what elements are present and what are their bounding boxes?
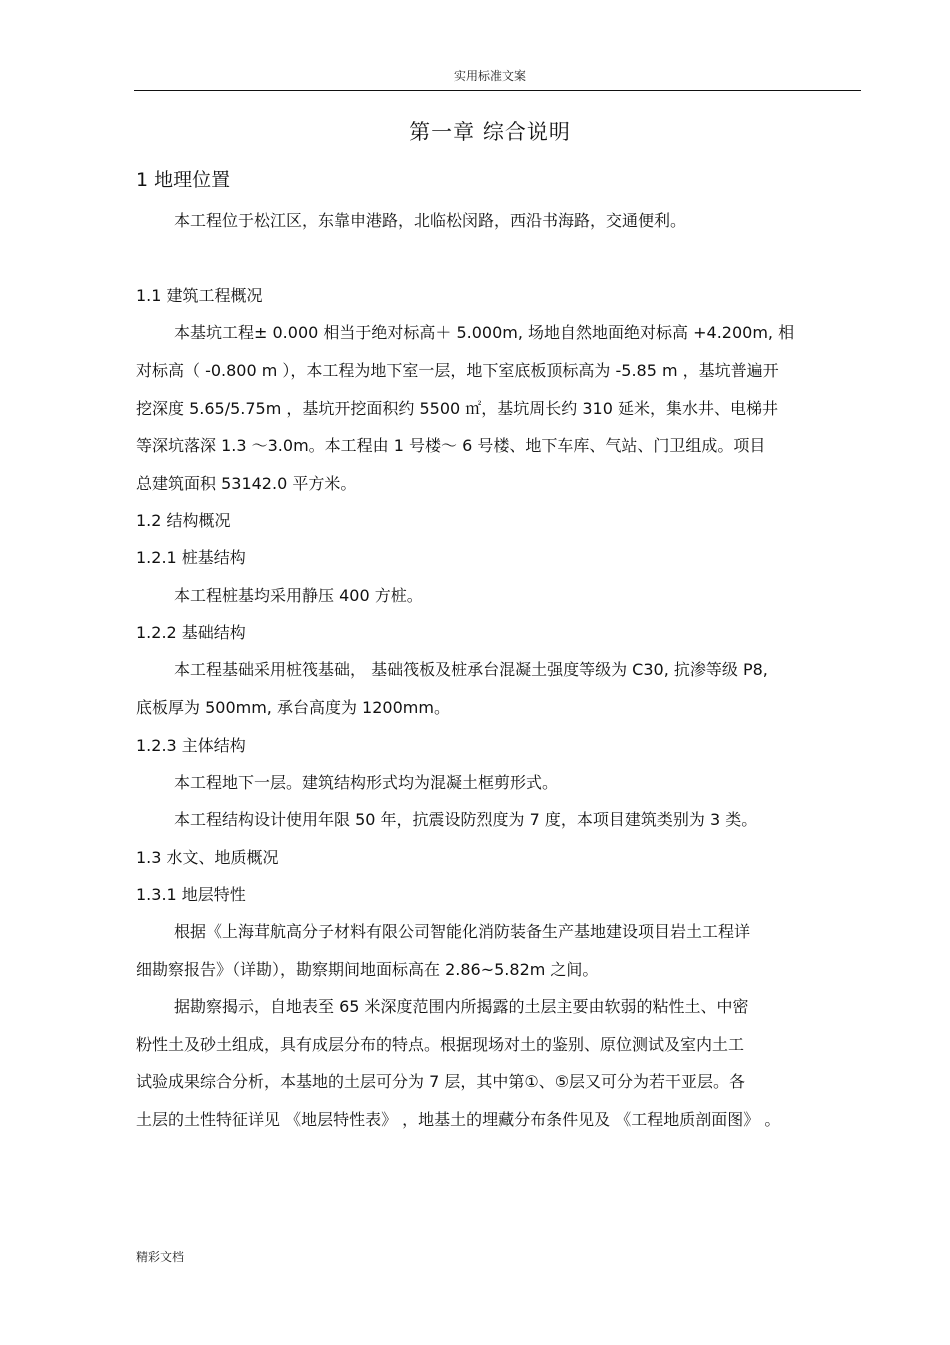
- paragraph-line: 粉性土及砂土组成，具有成层分布的特点。根据现场对土的鉴别、原位测试及室内土工: [136, 1035, 745, 1054]
- section-heading: 1.3 水文、地质概况: [136, 848, 279, 867]
- paragraph-line: 根据《上海茸航高分子材料有限公司智能化消防装备生产基地建设项目岩土工程详: [174, 922, 751, 941]
- section-heading: 1.3.1 地层特性: [136, 885, 246, 904]
- paragraph-line: 本工程位于松江区，东靠申港路，北临松闵路，西沿书海路，交通便利。: [174, 211, 687, 230]
- section-heading: 1.2.2 基础结构: [136, 623, 246, 642]
- section-heading: 1.2.1 桩基结构: [136, 548, 246, 567]
- page-footer-text: 精彩文档: [136, 1250, 185, 1264]
- paragraph-line: 挖深度 5.65/5.75m ，基坑开挖面积约 5500 ㎡，基坑周长约 310 延米，集水井、电梯井: [136, 399, 779, 418]
- paragraph-line: 本工程基础采用桩筏基础， 基础筏板及桩承台混凝土强度等级为 C30, 抗渗等级 P8,: [174, 660, 768, 679]
- paragraph-line: 对标高（ -0.800 m ），本工程为地下室一层，地下室底板顶标高为 -5.85 m ，基坑普遍开: [136, 361, 779, 380]
- paragraph-line: 底板厚为 500mm, 承台高度为 1200mm。: [136, 698, 450, 717]
- paragraph-line: 试验成果综合分析，本基地的土层可分为 7 层，其中第①、⑤层又可分为若干亚层。各: [136, 1072, 746, 1091]
- paragraph-line: 本基坑工程± 0.000 相当于绝对标高＋ 5.000m, 场地自然地面绝对标高 +4.200m, 相: [174, 323, 795, 342]
- paragraph-line: 等深坑落深 1.3 ～3.0m。本工程由 1 号楼～ 6 号楼、地下车库、气站、门卫组成。项目: [136, 436, 766, 455]
- section-heading: 1.1 建筑工程概况: [136, 286, 263, 305]
- page-header-text: 实用标准文案: [453, 69, 526, 83]
- section-heading: 1.2.3 主体结构: [136, 736, 246, 755]
- paragraph-line: 本工程地下一层。建筑结构形式均为混凝土框剪形式。: [174, 773, 559, 792]
- chapter-title: 第一章 综合说明: [409, 120, 571, 144]
- section-heading: 1.2 结构概况: [136, 511, 231, 530]
- paragraph-line: 土层的土性特征详见 《地层特性表》 ，地基土的埋藏分布条件见及 《工程地质剖面图》 。: [136, 1110, 781, 1129]
- header-rule: [134, 90, 861, 91]
- paragraph-line: 本工程桩基均采用静压 400 方桩。: [174, 586, 423, 605]
- paragraph-line: 据勘察揭示，自地表至 65 米深度范围内所揭露的土层主要由软弱的粘性土、中密: [174, 997, 749, 1016]
- paragraph-line: 本工程结构设计使用年限 50 年，抗震设防烈度为 7 度，本项目建筑类别为 3 类。: [174, 810, 758, 829]
- paragraph-line: 细勘察报告》（详勘），勘察期间地面标高在 2.86~5.82m 之间。: [136, 960, 599, 979]
- section-heading: 1 地理位置: [136, 169, 231, 191]
- paragraph-line: 总建筑面积 53142.0 平方米。: [136, 474, 357, 493]
